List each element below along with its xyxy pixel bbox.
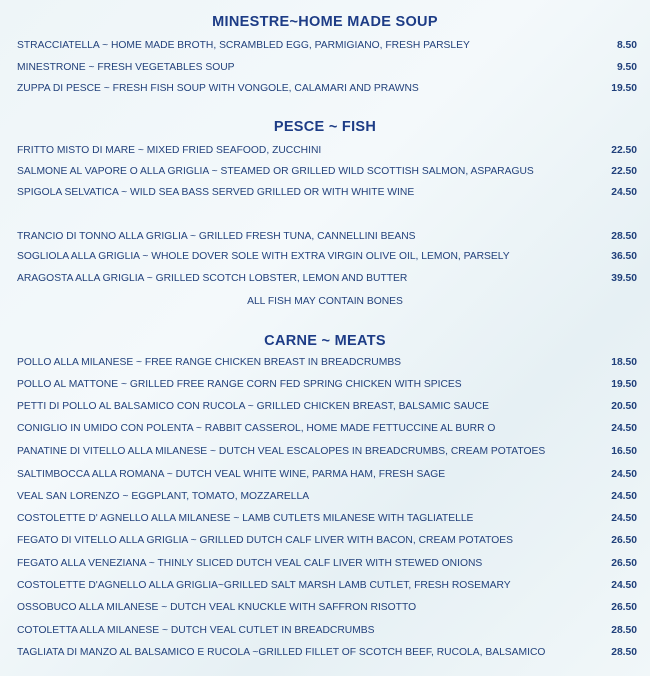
item-price: 26.50 bbox=[611, 557, 637, 569]
item-price: 28.50 bbox=[611, 624, 637, 636]
menu-item bbox=[17, 80, 637, 96]
item-price: 26.50 bbox=[611, 534, 637, 546]
menu-item bbox=[17, 622, 637, 638]
menu-item bbox=[17, 59, 637, 75]
item-price: 24.50 bbox=[611, 422, 637, 434]
menu-item bbox=[17, 142, 637, 158]
item-description: PETTI DI POLLO AL BALSAMICO CON RUCOLA ~ GRILLED CHICKEN BREAST, BALSAMIC SAUCE bbox=[17, 400, 489, 412]
item-description: COSTOLETTE D' AGNELLO ALLA MILANESE ~ LAMB CUTLETS MILANESE WITH TAGLIATELLE bbox=[17, 512, 474, 524]
menu-item bbox=[17, 577, 637, 593]
item-price: 36.50 bbox=[611, 250, 637, 262]
item-description: PANATINE DI VITELLO ALLA MILANESE ~ DUTCH VEAL ESCALOPES IN BREADCRUMBS, CREAM POTATOES bbox=[17, 445, 546, 457]
item-price: 9.50 bbox=[616, 61, 637, 73]
menu-item bbox=[17, 532, 637, 548]
menu-item bbox=[17, 376, 637, 392]
item-description: FEGATO ALLA VENEZIANA ~ THINLY SLICED DUTCH VEAL CALF LIVER WITH STEWED ONIONS bbox=[17, 557, 483, 569]
item-price: 16.50 bbox=[611, 445, 637, 457]
fish-note: ALL FISH MAY CONTAIN BONES bbox=[247, 296, 403, 307]
menu-item bbox=[17, 443, 637, 459]
item-description: CONIGLIO IN UMIDO CON POLENTA ~ RABBIT CASSEROL, HOME MADE FETTUCCINE AL BURR O bbox=[17, 422, 496, 434]
menu-item bbox=[17, 488, 637, 504]
menu-item bbox=[17, 644, 637, 660]
item-price: 19.50 bbox=[611, 378, 637, 390]
item-price: 39.50 bbox=[611, 272, 637, 284]
item-price: 24.50 bbox=[611, 186, 637, 198]
item-price: 20.50 bbox=[611, 400, 637, 412]
menu-item bbox=[17, 270, 637, 286]
item-description: SALMONE AL VAPORE O ALLA GRIGLIA ~ STEAMED OR GRILLED WILD SCOTTISH SALMON, ASPARAGUS bbox=[17, 165, 534, 177]
item-price: 8.50 bbox=[616, 39, 637, 51]
item-price: 24.50 bbox=[611, 468, 637, 480]
item-price: 22.50 bbox=[611, 165, 637, 177]
item-price: 18.50 bbox=[611, 356, 637, 368]
item-price: 24.50 bbox=[611, 512, 637, 524]
item-price: 24.50 bbox=[611, 490, 637, 502]
menu-item bbox=[17, 420, 637, 436]
item-description: SPIGOLA SELVATICA ~ WILD SEA BASS SERVED GRILLED OR WITH WHITE WINE bbox=[17, 186, 415, 198]
item-description: COSTOLETTE D'AGNELLO ALLA GRIGLIA~GRILLED SALT MARSH LAMB CUTLET, FRESH ROSEMARY bbox=[17, 579, 511, 591]
item-description: VEAL SAN LORENZO ~ EGGPLANT, TOMATO, MOZZARELLA bbox=[17, 490, 310, 502]
menu-item bbox=[17, 163, 637, 179]
item-price: 26.50 bbox=[611, 601, 637, 613]
item-description: FRITTO MISTO DI MARE ~ MIXED FRIED SEAFOOD, ZUCCHINI bbox=[17, 144, 322, 156]
item-description: TAGLIATA DI MANZO AL BALSAMICO E RUCOLA ~GRILLED FILLET OF SCOTCH BEEF, RUCOLA, BALSAMICO bbox=[17, 646, 546, 658]
item-description: SALTIMBOCCA ALLA ROMANA ~ DUTCH VEAL WHITE WINE, PARMA HAM, FRESH SAGE bbox=[17, 468, 446, 480]
menu-item bbox=[17, 599, 637, 615]
item-price: 19.50 bbox=[611, 82, 637, 94]
menu-item bbox=[17, 37, 637, 53]
menu-item bbox=[17, 555, 637, 571]
item-description: STRACCIATELLA ~ HOME MADE BROTH, SCRAMBLED EGG, PARMIGIANO, FRESH PARSLEY bbox=[17, 39, 470, 51]
item-description: TRANCIO DI TONNO ALLA GRIGLIA ~ GRILLED FRESH TUNA, CANNELLINI BEANS bbox=[17, 230, 416, 242]
item-description: SOGLIOLA ALLA GRIGLIA ~ WHOLE DOVER SOLE WITH EXTRA VIRGIN OLIVE OIL, LEMON, PARSELY bbox=[17, 250, 510, 262]
section-heading-soup: MINESTRE~HOME MADE SOUP bbox=[212, 14, 438, 30]
item-description: POLLO ALLA MILANESE ~ FREE RANGE CHICKEN BREAST IN BREADCRUMBS bbox=[17, 356, 402, 368]
item-description: FEGATO DI VITELLO ALLA GRIGLIA ~ GRILLED DUTCH CALF LIVER WITH BACON, CREAM POTATOES bbox=[17, 534, 513, 546]
menu-item bbox=[17, 248, 637, 264]
menu-item bbox=[17, 354, 637, 370]
section-heading-meats: CARNE ~ MEATS bbox=[264, 333, 386, 349]
item-price: 24.50 bbox=[611, 579, 637, 591]
item-description: OSSOBUCO ALLA MILANESE ~ DUTCH VEAL KNUCKLE WITH SAFFRON RISOTTO bbox=[17, 601, 417, 613]
item-description: MINESTRONE ~ FRESH VEGETABLES SOUP bbox=[17, 61, 235, 73]
item-description: ZUPPA DI PESCE ~ FRESH FISH SOUP WITH VONGOLE, CALAMARI AND PRAWNS bbox=[17, 82, 419, 94]
menu-item bbox=[17, 466, 637, 482]
item-price: 22.50 bbox=[611, 144, 637, 156]
menu-item bbox=[17, 398, 637, 414]
section-heading-fish: PESCE ~ FISH bbox=[273, 119, 377, 135]
menu-item bbox=[17, 184, 637, 200]
item-description: ARAGOSTA ALLA GRIGLIA ~ GRILLED SCOTCH LOBSTER, LEMON AND BUTTER bbox=[17, 272, 408, 284]
item-description: POLLO AL MATTONE ~ GRILLED FREE RANGE CORN FED SPRING CHICKEN WITH SPICES bbox=[17, 378, 462, 390]
item-description: COTOLETTA ALLA MILANESE ~ DUTCH VEAL CUTLET IN BREADCRUMBS bbox=[17, 624, 375, 636]
item-price: 28.50 bbox=[611, 646, 637, 658]
menu-item bbox=[17, 228, 637, 244]
menu-item bbox=[17, 510, 637, 526]
item-price: 28.50 bbox=[611, 230, 637, 242]
